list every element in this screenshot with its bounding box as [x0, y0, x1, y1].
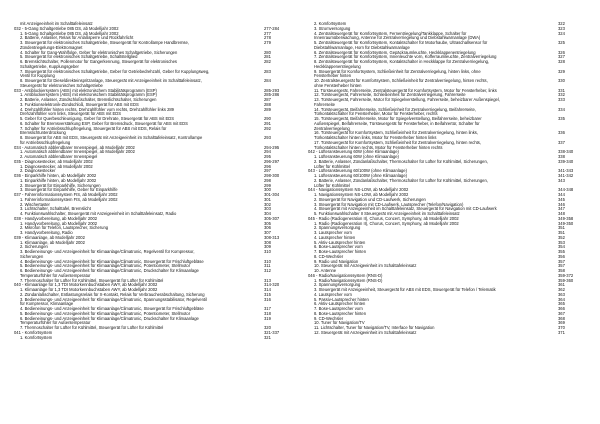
toc-entry-page: 328: [558, 59, 565, 64]
toc-entry-page: 351: [558, 230, 565, 235]
toc-entry-page: 308: [264, 239, 271, 245]
toc-entry-page: 277-284: [264, 25, 280, 31]
toc-entry-title: 6. Schalter für Bremsverstärkung ESP, Geber für Bremsdruck, Steuergerät für ABS mit EDS: [20, 120, 188, 126]
toc-entry-page: 371: [558, 329, 565, 335]
toc-entry-title: 041 - Komfortsystem: [14, 329, 53, 335]
toc-entry-title: für Antriebsschlupfregelung: [20, 139, 71, 145]
toc-entry-page: 359-360: [558, 277, 574, 283]
toc-entry-title: 4. Bedieneinungs- und Anzeigeeinheit für Klimaanlage/Climatronic, Steuergerät für Frischluftgebläse: [20, 306, 204, 311]
toc-entry-page: 300: [264, 187, 271, 193]
toc-entry-title: 2. Batterie, Anlasser, Zündanlaßschalter, Thermoschalter für Lüfter für Kühlmittel, Sicherungen,: [314, 177, 488, 183]
toc-entry-page: 359-372: [558, 272, 574, 278]
toc-entry-title: Fensterheber hinten: [314, 73, 352, 79]
toc-entry-page: 289: [264, 106, 271, 112]
toc-entry-title: 9. Steuergerät für Komfortsystem, Schließeinheit für Zentralverriegelung, hinten links, ohne: [314, 68, 481, 74]
toc-entry-title: 2. Steuergerät für Einparkhilfe, Sicherungen: [20, 182, 101, 188]
toc-entry-title: 042 - Lüfteransteuerung 60W (ohne Klimaanlage): [308, 149, 399, 155]
toc-entry-title: 6. Bedieneinungs- und Anzeigeeinheit für Klimaanlage/Climatronic, Druckschalter für Klimaanlage: [20, 268, 199, 273]
toc-entry-title: Sicherungen: [20, 253, 44, 259]
toc-entry-title: 039 - Klimaanlage, ab Modelljahr 2002: [14, 234, 85, 240]
toc-entry-title: 8. CD-Wechsler: [314, 253, 344, 259]
toc-entry-page: 341-342: [558, 173, 574, 178]
toc-entry-title: 15. Türsteuergerät, Beifahrerseite, Motor für Spiegelverstellung, Beifahrerseite, beheizbarer: [314, 116, 482, 121]
toc-entry-title: 2. Batterie, Anlasser, Zündanlaßschalter, Thermoschalter für Lüfter für Kühlmittel, Sicherungen,: [314, 158, 488, 164]
toc-entry-page: 285-293: [264, 87, 280, 93]
toc-entry-title: 7. Thermoschalter für Lüfter für Kühlmittel, Steuergerät für Lüfter für Kühlmittel: [20, 325, 164, 330]
toc-entry-page: 298-300: [264, 173, 280, 178]
toc-entry: [14, 336, 294, 341]
toc-entry-title: 3. Lautsprecher vorn: [314, 230, 352, 235]
toc-entry-title: 10. Steuergerät mit Anzeigeeinheit im Schalttafeleinsatz: [314, 263, 417, 269]
toc-entry-page: 355: [558, 249, 565, 254]
toc-entry-page: 310: [264, 258, 271, 264]
toc-entry-title: 2. Automatisch abblendbarer Innenspiegel: [20, 154, 98, 159]
toc-entry-title: 13. Türsteuergerät, Fahrerseite, Motor für Spiegelverstellung, Fahrerseite, beheizbarer Außenspiegel,: [314, 97, 500, 102]
toc-entry-page: 305-307: [264, 215, 280, 221]
toc-entry-page: 317: [264, 306, 271, 311]
toc-entry-page: 366: [558, 306, 565, 311]
toc-column-left: [14, 22, 294, 340]
toc-entry-title: Diebstahlwarnanlage, Horn für Diebstahlwarnanlage: [314, 44, 410, 50]
toc-entry-page: 292: [264, 125, 271, 131]
toc-entry-title: 4. Lautsprecher hinten: [314, 234, 356, 240]
toc-entry-title: 6. Zentralsteuergerät für Komfortsystem, Gepäckraumleuchte, Heckklappenentriegelung: [314, 49, 476, 55]
toc-entry-title: ohne Fensterheber hinten: [314, 82, 362, 88]
toc-entry-page: 349-350: [558, 220, 574, 226]
toc-entry-title: 1. Automatisch abblendbarer Innenspiegel, ab Modelljahr 2002: [20, 149, 135, 155]
toc-entry-page: 304: [264, 211, 271, 216]
toc-entry-title: 11. Lichtschalter, Tuner für Navigation/TV, Interface für Navigation: [314, 325, 435, 330]
toc-columns: [14, 22, 588, 340]
toc-entry-title: 9. Radio und Navigation: [314, 258, 359, 264]
toc-entry-title: 1. Diagnosestecker, ab Modelljahr 2002: [20, 163, 93, 169]
toc-entry-page: 278: [264, 35, 271, 41]
toc-entry-page: 348: [558, 211, 565, 216]
toc-entry-title: 10. Tuner für Navigation/TV: [314, 320, 365, 326]
toc-entry-title: 3. Stromversorgung: [314, 25, 351, 31]
toc-entry-title: 1. Einparkhilfe hinten, ab Modelljahr 2002: [20, 177, 97, 183]
toc-entry-title: 034 - Automatisch abblendbarer Innenspiegel, ab Modelljahr 2002: [14, 144, 135, 150]
toc-entry-page: 288: [264, 101, 271, 107]
toc-entry-page: 279: [264, 40, 271, 45]
toc-entry-title: 035 - Diagnosestecker, ab Modelljahr 2002: [14, 158, 93, 164]
toc-entry-page: 324: [558, 30, 565, 36]
toc-entry-title: 8. Bose-Lautsprecher hinten: [314, 310, 367, 316]
toc-entry-page: 343: [558, 177, 565, 183]
toc-entry-page: 314-320: [264, 282, 280, 288]
toc-entry-title: 6. Bose-Lautsprecher vorn: [314, 244, 363, 250]
toc-entry-title: 3. Steuergerät mit Anzeigeeinheit, Steuergerät für ABS mit EDS, Steuergerät für Telefon / Telematik: [314, 287, 496, 292]
toc-entry-title: für Kompressor, Klimaanlage: [20, 301, 74, 307]
toc-entry-title: 7. Thermoschalter für Lüfter für Kühlmittel, Steuergerät für Lüfter für Kühlmittel: [20, 277, 164, 283]
toc-entry-title: Ventil für Kupplung: [20, 73, 55, 79]
toc-entry-title: 10. Zentralsteuergerät für Komfortsystem, Schließeinheit für Zentralverriegelung, hinten rechts,: [314, 78, 488, 83]
toc-entry-page: 293: [264, 135, 271, 140]
toc-entry-page: 341-343: [558, 168, 574, 174]
toc-entry-title: 2. Spannungsversorgung: [314, 282, 361, 288]
toc-entry-title: 2. Komfortsystem: [314, 21, 347, 26]
toc-entry-page: 297: [264, 168, 271, 174]
toc-entry-title: Bremslichtunterdrückung: [20, 130, 66, 136]
toc-entry-page: 323: [558, 25, 565, 31]
toc-entry-title: 17. Türsteuergerät für Komfortsystem, Schließeinheit für Zentralverriegelung, hinten rechts,: [314, 139, 482, 145]
toc-entry-title: 033 - Antiblockiersystem (ABS) mit elektronischem Stabilitätsprogramm (ESP): [14, 87, 157, 93]
toc-entry-page: 369: [558, 320, 565, 326]
toc-entry-title: 037 - Fahrerinformationssystem FIS, ab Modelljahr 2002: [14, 192, 118, 197]
toc-entry-page: 319: [264, 315, 271, 321]
toc-entry-title: 4. Funktionswahlschalter, Steuergerät mit Anzeigeeinheit im Schalttafeleinsatz, Radio: [20, 211, 177, 216]
toc-entry-page: 316: [264, 296, 271, 302]
toc-entry-page: 281: [264, 54, 271, 60]
toc-entry-title: 4. Zentralsteuergerät für Komfortsystem, Fernentriegelung/Tankklappe, Schalter für: [314, 30, 467, 36]
toc-entry-title: 2. Batterie, Anlasser, Zündschloßschalter, Bremslichtschalter, Sicherungen: [20, 97, 157, 102]
toc-entry-title: 1. Komfortsystem: [20, 334, 53, 340]
toc-entry-title: 1. 5-Gang Schaltgetriebe 085 DS, ab Modelljahr 2002: [20, 30, 119, 36]
toc-entry-page: 321-337: [264, 329, 280, 335]
toc-entry-page: 285-286: [264, 92, 280, 98]
toc-entry-title: 5. Zentralsteuergerät für Komfortsystem, Kontaktschalter für Motorhaube, Ultraschallsensor für: [314, 40, 488, 45]
toc-entry-title: 10. Antenne: [314, 268, 337, 273]
toc-entry-title: 11. Türsteuergerät, Fahrerseite, Zentralsteuergerät für Komfortsystem, Motor für Fensterheber, links: [314, 87, 497, 93]
toc-entry-page: 363: [558, 291, 565, 297]
toc-entry-page: 357: [558, 263, 565, 269]
toc-entry-page: 334: [558, 106, 565, 112]
toc-entry-page: 303: [264, 206, 271, 212]
toc-entry-page: 361: [558, 282, 565, 288]
toc-entry-page: 346: [558, 201, 565, 207]
toc-entry-title: 1. Lüfteransteuerung 60W (ohne Klimaanlage): [314, 154, 399, 159]
toc-entry-title: 046 - Radio/Navigationssystem (RNS-D): [308, 272, 383, 278]
toc-entry-page: 287: [264, 97, 271, 102]
toc-entry-page: 347: [558, 206, 565, 212]
toc-entry-title: Innenraumüberwachung, Antenne für Zentralverriegelung und Diebstahlwarnanlage (DWA): [314, 35, 481, 41]
toc-entry-title: 4. Steuergerät mit Anzeigeeinheit im Schalttafeleinsatz, Steuergerät für Navigation mit CD-Laufwerk: [314, 206, 497, 212]
toc-entry-title: 7. Zentralsteuergerät für Komfortsystem, Innenleuchte vorn, Kofferraumleuchte, Zentralverriegelung: [314, 54, 497, 60]
toc-entry-title: 2. Sicherungen: [20, 244, 48, 250]
toc-entry-title: 2. Zündanlaßschalter, Entlastungsrelais für X-Kontakt, Relais für Verbraucherabschaltung, Sicherung: [20, 291, 205, 297]
toc-entry-page: 305: [264, 220, 271, 226]
toc-entry-title: 1. Navigationssystem NS-LOW, ab Modelljahr 2002: [314, 192, 409, 197]
toc-entry-page: 296: [264, 163, 271, 169]
toc-entry-title: 1. Klimaanlage, ab Modelljahr 2002: [20, 239, 85, 245]
toc-entry-page: 358: [558, 268, 565, 273]
toc-entry-page: 357: [558, 258, 565, 264]
toc-entry-title: Lüfter für Kühlmittel: [314, 163, 350, 169]
toc-entry-title: 4. Drehzahlfühler hinten rechts, Drehzahlfühler vorn rechts, Drehzahlfühler links 289: [20, 106, 174, 112]
toc-entry-title: 5. Passiv-Lautsprecher hinten: [314, 296, 369, 302]
toc-entry-page: 284: [264, 78, 271, 83]
toc-entry-title: 5. Funktionswahlschalter II Steuergerät mit Anzeigeeinheit im Schalttafeleinsatz: [314, 211, 460, 216]
toc-entry-page: 353: [558, 239, 565, 245]
toc-entry-title: 3. Steuergerät für Einparkhilfe, Geber für Einparkhilfe: [20, 187, 118, 193]
toc-entry-title: 6. Aktiv-Lautsprecher hinten: [314, 301, 366, 307]
toc-entry-title: 2. Wischertaster: [20, 201, 50, 207]
toc-entry-page: 307: [264, 230, 271, 235]
toc-entry-title: 038 - Handyvorbereitung, ab Modelljahr 2002: [14, 215, 98, 221]
toc-entry-title: 5. Geber für Querbeschleunigung, Geber für Drehrate, Steuergerät für ABS mit EDS: [20, 116, 174, 121]
toc-entry-title: 044 - Navigationssystem NS-LOW, ab Modelljahr 2002: [308, 187, 409, 193]
toc-entry-title: Temperaturfühler für Außentemperatur: [20, 272, 91, 278]
toc-entry-title: 3. Steuergerät für elektronisches Schaltgetriebe, Steuergerät für Kontrollampe Handbremse,: [20, 40, 189, 45]
toc-entry-page: 283: [264, 68, 271, 74]
toc-entry-page: 306: [264, 225, 271, 231]
toc-entry-page: 331: [558, 87, 565, 93]
toc-entry-page: 326: [558, 49, 565, 55]
toc-entry-title: Zentralverriegelung: [314, 125, 350, 131]
toc-entry-page: 344-348: [558, 187, 574, 193]
toc-entry-title: Heckklappenentriegelung: [314, 63, 361, 69]
toc-entry-page: 314: [264, 287, 271, 292]
toc-entry-page: 302: [264, 201, 271, 207]
toc-entry-title: 5. Bedieneinungs- und Anzeigeeinheit für Klimaanlage/Climatronic, Potentiometer, Stellmotor: [20, 310, 191, 316]
toc-entry-page: 296-297: [264, 158, 280, 164]
toc-entry-title: 9. CD-Wechsler: [314, 315, 344, 321]
toc-entry-page: 336: [558, 130, 565, 136]
toc-entry-title: 2. Spannungsversorgung: [314, 225, 361, 231]
toc-entry-title: 3. Bedieneinungs- und Anzeigeeinheit für Klimaanlage/Climatronic, Spannungsstabilisator, Regelventil: [20, 296, 207, 302]
toc-entry-page: 367: [558, 310, 565, 316]
toc-entry-page: 290: [264, 116, 271, 121]
toc-entry-page: 325: [558, 40, 565, 45]
toc-entry-page: 335: [558, 116, 565, 121]
toc-entry-page: 339-340: [558, 158, 574, 164]
toc-entry-page: 354: [558, 244, 565, 250]
toc-entry-page: 368: [558, 315, 565, 321]
toc-entry-title: Zündentriegelungs-Elektromagnet: [20, 44, 83, 50]
toc-entry-title: 4. Lautsprecher vorn: [314, 291, 352, 297]
toc-entry-title: 2. Diagnosestecker: [20, 168, 56, 174]
toc-entry-title: 1. Handyvorbereitung, ab Modelljahr 2002: [20, 220, 98, 226]
toc-entry-page: 333: [558, 97, 565, 102]
toc-entry-title: 12. Türsteuergerät, Fahrerseite, Schließeinheit für Zentralverriegelung, Fahrerseite: [314, 92, 466, 98]
toc-entry-title: Türkontaktschalter für Fensterheber, Motor für Fensterheber, rechts: [314, 111, 438, 117]
toc-entry-page: 351: [558, 225, 565, 231]
toc-entry-page: 311: [264, 263, 271, 269]
toc-entry-page: 313: [264, 277, 271, 283]
toc-entry-page: 295: [264, 154, 271, 159]
toc-entry-page: 308-313: [264, 234, 280, 240]
toc-entry-page: 362: [558, 287, 565, 292]
toc-entry-page: 277: [264, 30, 271, 36]
toc-entry-title: 16. Türsteuergerät für Komfortsystem, Schließeinheit für Zentralverriegelung, hinten links,: [314, 130, 479, 136]
toc-entry-page: 318: [264, 310, 271, 316]
toc-entry-title: 1. Radio/Navigationssystem (RNS-D): [314, 277, 383, 283]
toc-entry-title: 3. Handyvorbereitung, Radio: [20, 230, 73, 235]
toc-entry-page: 280: [264, 49, 271, 55]
toc-entry-title: 045 - Radio (Radiogeneration II), Chorus, Concert, Symphony, ab Modelljahr 2002: [308, 215, 459, 221]
toc-entry-page: 291: [264, 120, 271, 126]
toc-entry-title: Schaltgetriebe, Kupplungsgeber: [20, 63, 79, 69]
toc-entry-page: 301: [264, 196, 271, 202]
toc-entry-page: 338-340: [558, 149, 574, 155]
toc-entry-title: 14. Türsteuergerät, Beifahrerseite, Schließeinheit für Zentralverriegelung, Beifahrerseite,: [314, 106, 476, 112]
toc-entry-page: 298: [264, 177, 271, 183]
toc-entry-title: 3. Funktionselektronik-Zündschloß, Steuergerät für ABS mit EDS: [20, 101, 139, 107]
toc-entry-page: 330: [558, 78, 565, 83]
toc-entry-page: 294: [264, 149, 271, 155]
toc-entry-title: Türkontaktschalter hinten links, Motor für Fensterheber hinten links: [314, 135, 437, 140]
toc-entry-title: 032 - 5-Gang Schaltgetriebe 085 DS, ab Modelljahr 2002: [14, 25, 119, 31]
toc-entry-title: mit Anzeigeeinheit im Schalttafeleinsatz: [20, 21, 93, 26]
toc-entry-page: 338: [558, 154, 565, 159]
toc-entry: [308, 331, 588, 336]
toc-entry-page: 294-295: [264, 144, 280, 150]
toc-entry-page: 327: [558, 54, 565, 60]
toc-entry-title: 12. Steuergerät mit Anzeigeeinheit im Schalttafeleinsatz: [314, 329, 417, 335]
toc-entry-page: 332: [558, 92, 565, 98]
toc-entry-title: 7. Steuergerät für elektronisches Schaltgetriebe, Geber für Getriebedrehzahl, Geber für Kupplungsweg,: [20, 68, 210, 74]
toc-entry-title: 4. Schalter für Gang-Wahlfolge, Geber für elektronisches Schaltgetriebe, Sicherungen: [20, 49, 178, 55]
toc-entry-title: 3. Lichtschalter, Schalttafel, Bremslicht: [20, 206, 91, 212]
toc-entry-title: Fahrerseite: [314, 101, 335, 107]
toc-entry-title: 7. Bose-Lautsprecher vorn: [314, 306, 363, 311]
toc-entry-title: 7. Bose-Lautsprecher hinten: [314, 249, 367, 254]
toc-entry-page: 365: [558, 301, 565, 307]
toc-entry-title: 3. Bedieneinungs- und Anzeigeeinheit für Klimaanlage/Climatronic, Regelventil für Kompressor,: [20, 249, 195, 254]
toc-entry-title: 2. Batterie, Anlasser, Relais für Anlaßsperre und Rückfahrlicht: [20, 35, 134, 41]
toc-entry-page: 299: [264, 182, 271, 188]
toc-entry-page: 344: [558, 192, 565, 197]
toc-entry-page: 301-304: [264, 192, 280, 197]
toc-entry-title: Türkontaktschalter hinten rechts, Motor für Fensterheber hinten rechts: [314, 144, 443, 150]
toc-entry-title: 043 - Lüfteransteuerung 60/100W (ohne Klimaanlage): [308, 168, 407, 174]
toc-entry-page: 329: [558, 68, 565, 74]
toc-entry-page: 310: [264, 249, 271, 254]
toc-entry-title: 4. Bedieneinungs- und Anzeigeeinheit für Klimaanlage/Climatronic, Steuergerät für Frischluftgebläse: [20, 258, 204, 264]
toc-entry-page: 320: [264, 325, 271, 330]
toc-entry-title: Temperaturfühler für Außentemperatur: [20, 320, 91, 326]
toc-entry-page: 352: [558, 234, 565, 240]
toc-entry-page: 370: [558, 325, 565, 330]
toc-entry-page: 345: [558, 196, 565, 202]
toc-entry-title: 1. Radio (Radiogeneration II), Chorus, Concert, Symphony, ab Modelljahr 2002: [314, 220, 459, 226]
toc-entry-title: 7. Schalter für Antriebsschlupfregelung, Steuergerät für ABS mit EDS, Relais für: [20, 125, 167, 131]
toc-entry-title: 8. Zentralsteuergerät für Komfortsystem, Kontaktschalter in Heckklappe für Zentralverriegelung,: [314, 59, 490, 64]
toc-entry-title: 3. Steuergerät für Navigation mit CD-Laufwerk, Lautsprecher (Telefon/Navigation): [314, 201, 464, 207]
toc-entry-title: Außenspiegel, Beifahrerseite, Türsteuergerät für Fensterheber, in Beifahrertür, Schalter für: [314, 120, 480, 126]
toc-entry-page: 349-358: [558, 215, 574, 221]
toc-entry-title: Steuergerät für elektronisches Schaltgetriebe: [20, 82, 103, 88]
toc-entry-title: 6. Bremslichtschalter, Pollenmotor für Gangerkennung, Steuergerät für elektronisches: [20, 59, 177, 64]
toc-entry-title: 1. Klimaanlage für 1,3 TDI Motorkennbuchstaben AWY, ab Modelljahr 2002: [20, 287, 158, 292]
toc-entry-title: 1. Antiblockiersystem (ABS) mit elektronischem Stabilitätsprogramm (ESP): [20, 92, 157, 98]
toc-entry-page: 312: [264, 268, 271, 273]
toc-entry-page: 309: [264, 244, 271, 250]
toc-entry-title: 8. Steuergerät für ABS mit EDS, Steuergerät mit Anzeigeeinheit im Schalttafeleinsatz, Kontrollampe: [20, 135, 203, 140]
toc-entry-title: 036 - Einparkhilfe hinten, ab Modelljahr 2002: [14, 173, 97, 178]
toc-entry-title: 5. Aktiv-Lautsprecher hinten: [314, 239, 366, 245]
toc-entry-page: 282: [264, 59, 271, 64]
toc-entry-title: 1. Fahrerinformationssystem FIS, ab Modelljahr 2002: [20, 196, 118, 202]
toc-entry-page: 322: [558, 21, 565, 26]
toc-column-right: [308, 22, 588, 340]
toc-entry-title: 2. Steuergerät für Navigation und CD-Laufwerk, Sicherungen: [314, 196, 426, 202]
toc-entry-title: 1. Lüfteransteuerung 60/100W (ohne Klimaanlage): [314, 173, 407, 178]
toc-entry-page: 321: [264, 334, 271, 340]
toc-entry-title: 5. Bedieneinungs- und Anzeigeeinheit für Klimaanlage/Climatronic, Potentiometer, Stellmotor: [20, 263, 191, 269]
toc-entry-page: 315: [264, 291, 271, 297]
toc-entry-page: 337: [558, 139, 565, 145]
toc-entry-title: 5. Steuergerät für elektronisches Schaltgetriebe, Schaltstellglied: [20, 54, 138, 60]
toc-entry-title: 040 - Klimaanlage für 1,3 TDI Motorkennbuchstaben AWY, ab Modelljahr 2002: [14, 282, 158, 288]
toc-entry-title: Drehzahlfühler vorn links, Steuergerät für ABS mit EDS: [20, 111, 122, 117]
toc-entry-page: 364: [558, 296, 565, 302]
toc-entry-title: 2. Mikrofon für Telefon, Lautsprecher, Sicherung: [20, 225, 109, 231]
toc-entry-title: Lüfter für Kühlmittel: [314, 182, 350, 188]
toc-entry-title: 8. Steuergerät für Dieseldirekteinspritzanlage, Steuergerät mit Anzeigeeinheit im Schalttafeleinsatz,: [20, 78, 202, 83]
toc-entry-title: 6. Bedieneinungs- und Anzeigeeinheit für Klimaanlage/Climatronic, Druckschalter für Klimaanlage: [20, 315, 199, 321]
toc-entry-page: 356: [558, 253, 565, 259]
